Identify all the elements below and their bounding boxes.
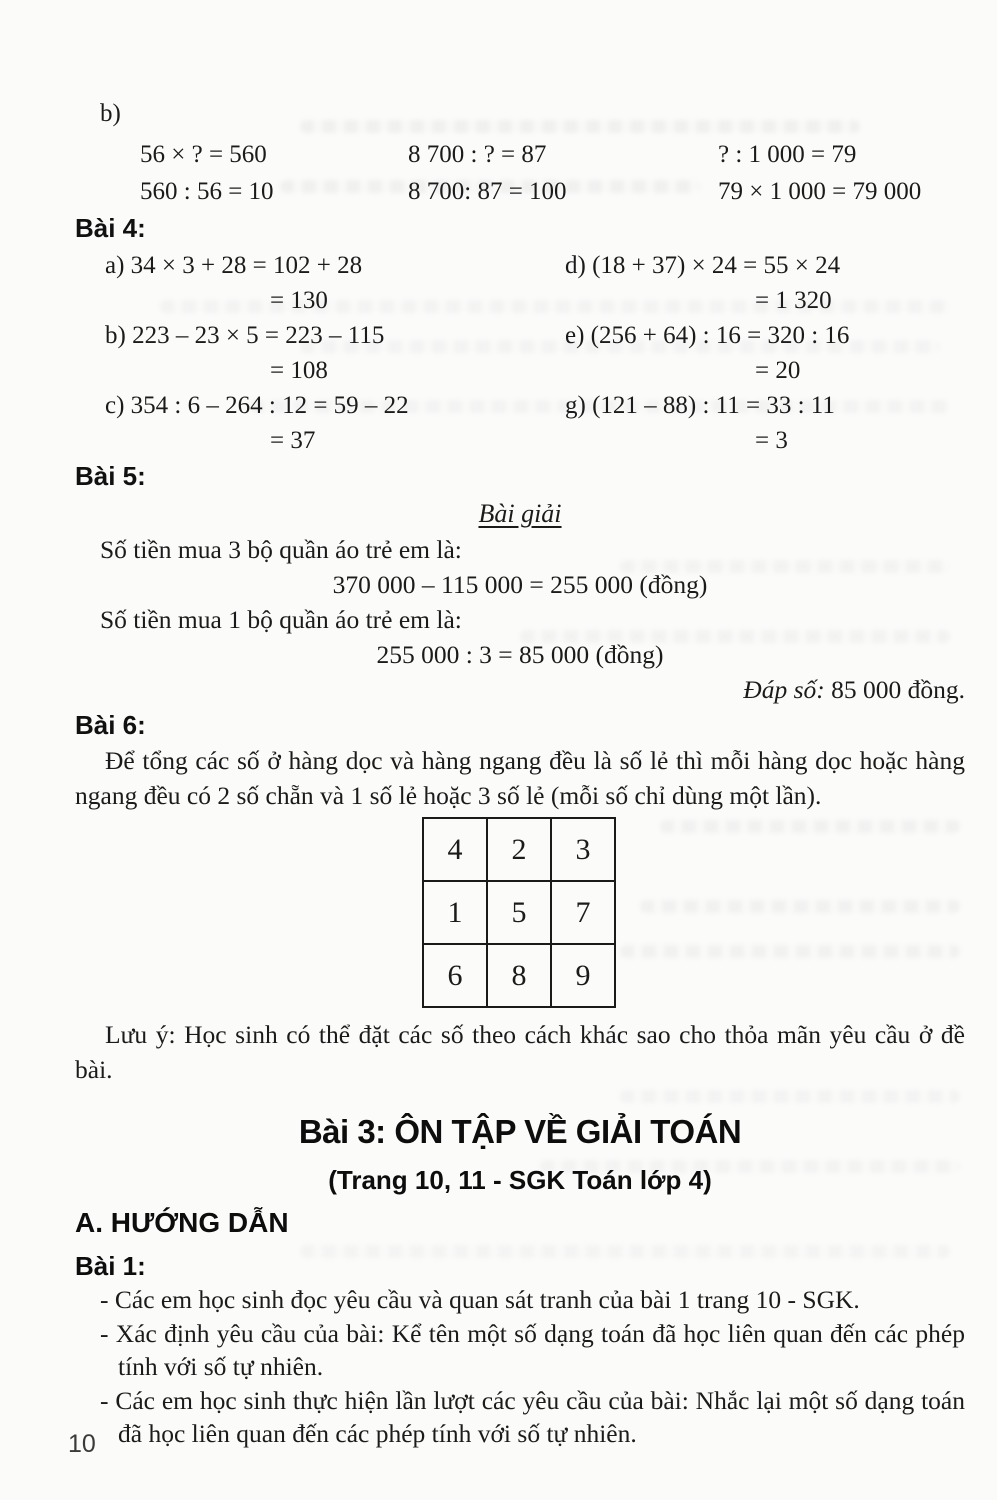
bai6-paragraph: Để tổng các số ở hàng dọc và hàng ngang đều là số lẻ thì mỗi hàng dọc hoặc hàng ngang đều có 2 số chẵn và 1 số lẻ hoặc 3 số lẻ (mỗi số chỉ dùng một lần). [75, 746, 965, 810]
equation-line: e) (256 + 64) : 16 = 320 : 16 [565, 322, 850, 349]
equation-result: = 3 [755, 427, 788, 454]
grid-cell: 2 [487, 818, 551, 881]
equation-line: g) (121 – 88) : 11 = 33 : 11 [565, 392, 835, 419]
equation-e [535, 318, 965, 388]
part-b-equations [75, 136, 965, 210]
lesson3-title: Bài 3: ÔN TẬP VỀ GIẢI TOÁN [298, 1113, 742, 1150]
lesson3-subtitle: (Trang 10, 11 - SGK Toán lớp 4) [328, 1165, 712, 1195]
equation-result: = 20 [755, 357, 801, 384]
solution-step-label: Số tiền mua 3 bộ quần áo trẻ em là: [100, 535, 462, 564]
solution-header-text: Bài giải [478, 499, 562, 528]
answer-label: Đáp số: [743, 675, 825, 704]
grid-cell: 3 [551, 818, 615, 881]
instruction-item: - Xác định yêu cầu của bài: Kể tên một số dạng toán đã học liên quan đến các phép tính với số tự nhiên. [100, 1318, 965, 1381]
bai4-left-column [75, 248, 535, 458]
equation-result: = 37 [270, 427, 316, 454]
part-b-label: b) [100, 100, 121, 127]
equation: ? : 1 000 = 79 [718, 141, 857, 168]
instruction-item: - Các em học sinh đọc yêu cầu và quan sát tranh của bài 1 trang 10 - SGK. [100, 1285, 860, 1314]
equation-line: a) 34 × 3 + 28 = 102 + 28 [105, 252, 363, 279]
section-a-heading: A. HƯỚNG DẪN [75, 1207, 289, 1238]
number-grid [422, 817, 616, 1008]
equation-c [75, 388, 535, 458]
equation-d [535, 248, 965, 318]
equation-line: c) 354 : 6 – 264 : 12 = 59 – 22 [105, 392, 409, 419]
equation: 8 700 : ? = 87 [408, 141, 547, 168]
equation: 79 × 1 000 = 79 000 [718, 178, 922, 205]
grid-cell: 6 [423, 944, 487, 1007]
solution-step-calc: 255 000 : 3 = 85 000 (đồng) [376, 640, 664, 669]
grid-cell: 4 [423, 818, 487, 881]
grid-cell: 1 [423, 881, 487, 944]
solution-step-label: Số tiền mua 1 bộ quần áo trẻ em là: [100, 605, 462, 634]
bai4-right-column [535, 248, 965, 458]
bai5-heading: Bài 5: [75, 461, 146, 491]
equation-result: = 130 [270, 287, 328, 314]
solution-header [75, 496, 965, 532]
equation-g [535, 388, 965, 458]
equation-line: d) (18 + 37) × 24 = 55 × 24 [565, 252, 841, 279]
solution-step-calc: 370 000 – 115 000 = 255 000 (đồng) [332, 570, 708, 599]
bai1-heading: Bài 1: [75, 1251, 146, 1281]
equation-result: = 108 [270, 357, 328, 384]
equation: 56 × ? = 560 [140, 141, 267, 168]
page-content [75, 0, 965, 1451]
instruction-item: - Các em học sinh thực hiện lần lượt các yêu cầu của bài: Nhắc lại một số dạng toán đã học liên quan đến các phép tính với số tự nhiên. [100, 1385, 965, 1448]
equation-b [75, 318, 535, 388]
grid-cell: 7 [551, 881, 615, 944]
bai4-equations [75, 248, 965, 458]
answer-value: 85 000 đồng. [824, 675, 965, 704]
bai4-heading: Bài 4: [75, 213, 146, 243]
answer-line [75, 672, 965, 707]
equation-line: b) 223 – 23 × 5 = 223 – 115 [105, 322, 385, 349]
grid-cell: 8 [487, 944, 551, 1007]
grid-cell: 9 [551, 944, 615, 1007]
equation: 8 700: 87 = 100 [408, 178, 567, 205]
page-number: 10 [68, 1430, 96, 1458]
bai1-instructions [75, 1283, 965, 1451]
bai6-heading: Bài 6: [75, 710, 146, 740]
bai6-note: Lưu ý: Học sinh có thể đặt các số theo cách khác sao cho thỏa mãn yêu cầu ở đề bài. [75, 1020, 965, 1084]
equation-a [75, 248, 535, 318]
equation-result: = 1 320 [755, 287, 832, 314]
grid-cell: 5 [487, 881, 551, 944]
equation: 560 : 56 = 10 [140, 178, 274, 205]
